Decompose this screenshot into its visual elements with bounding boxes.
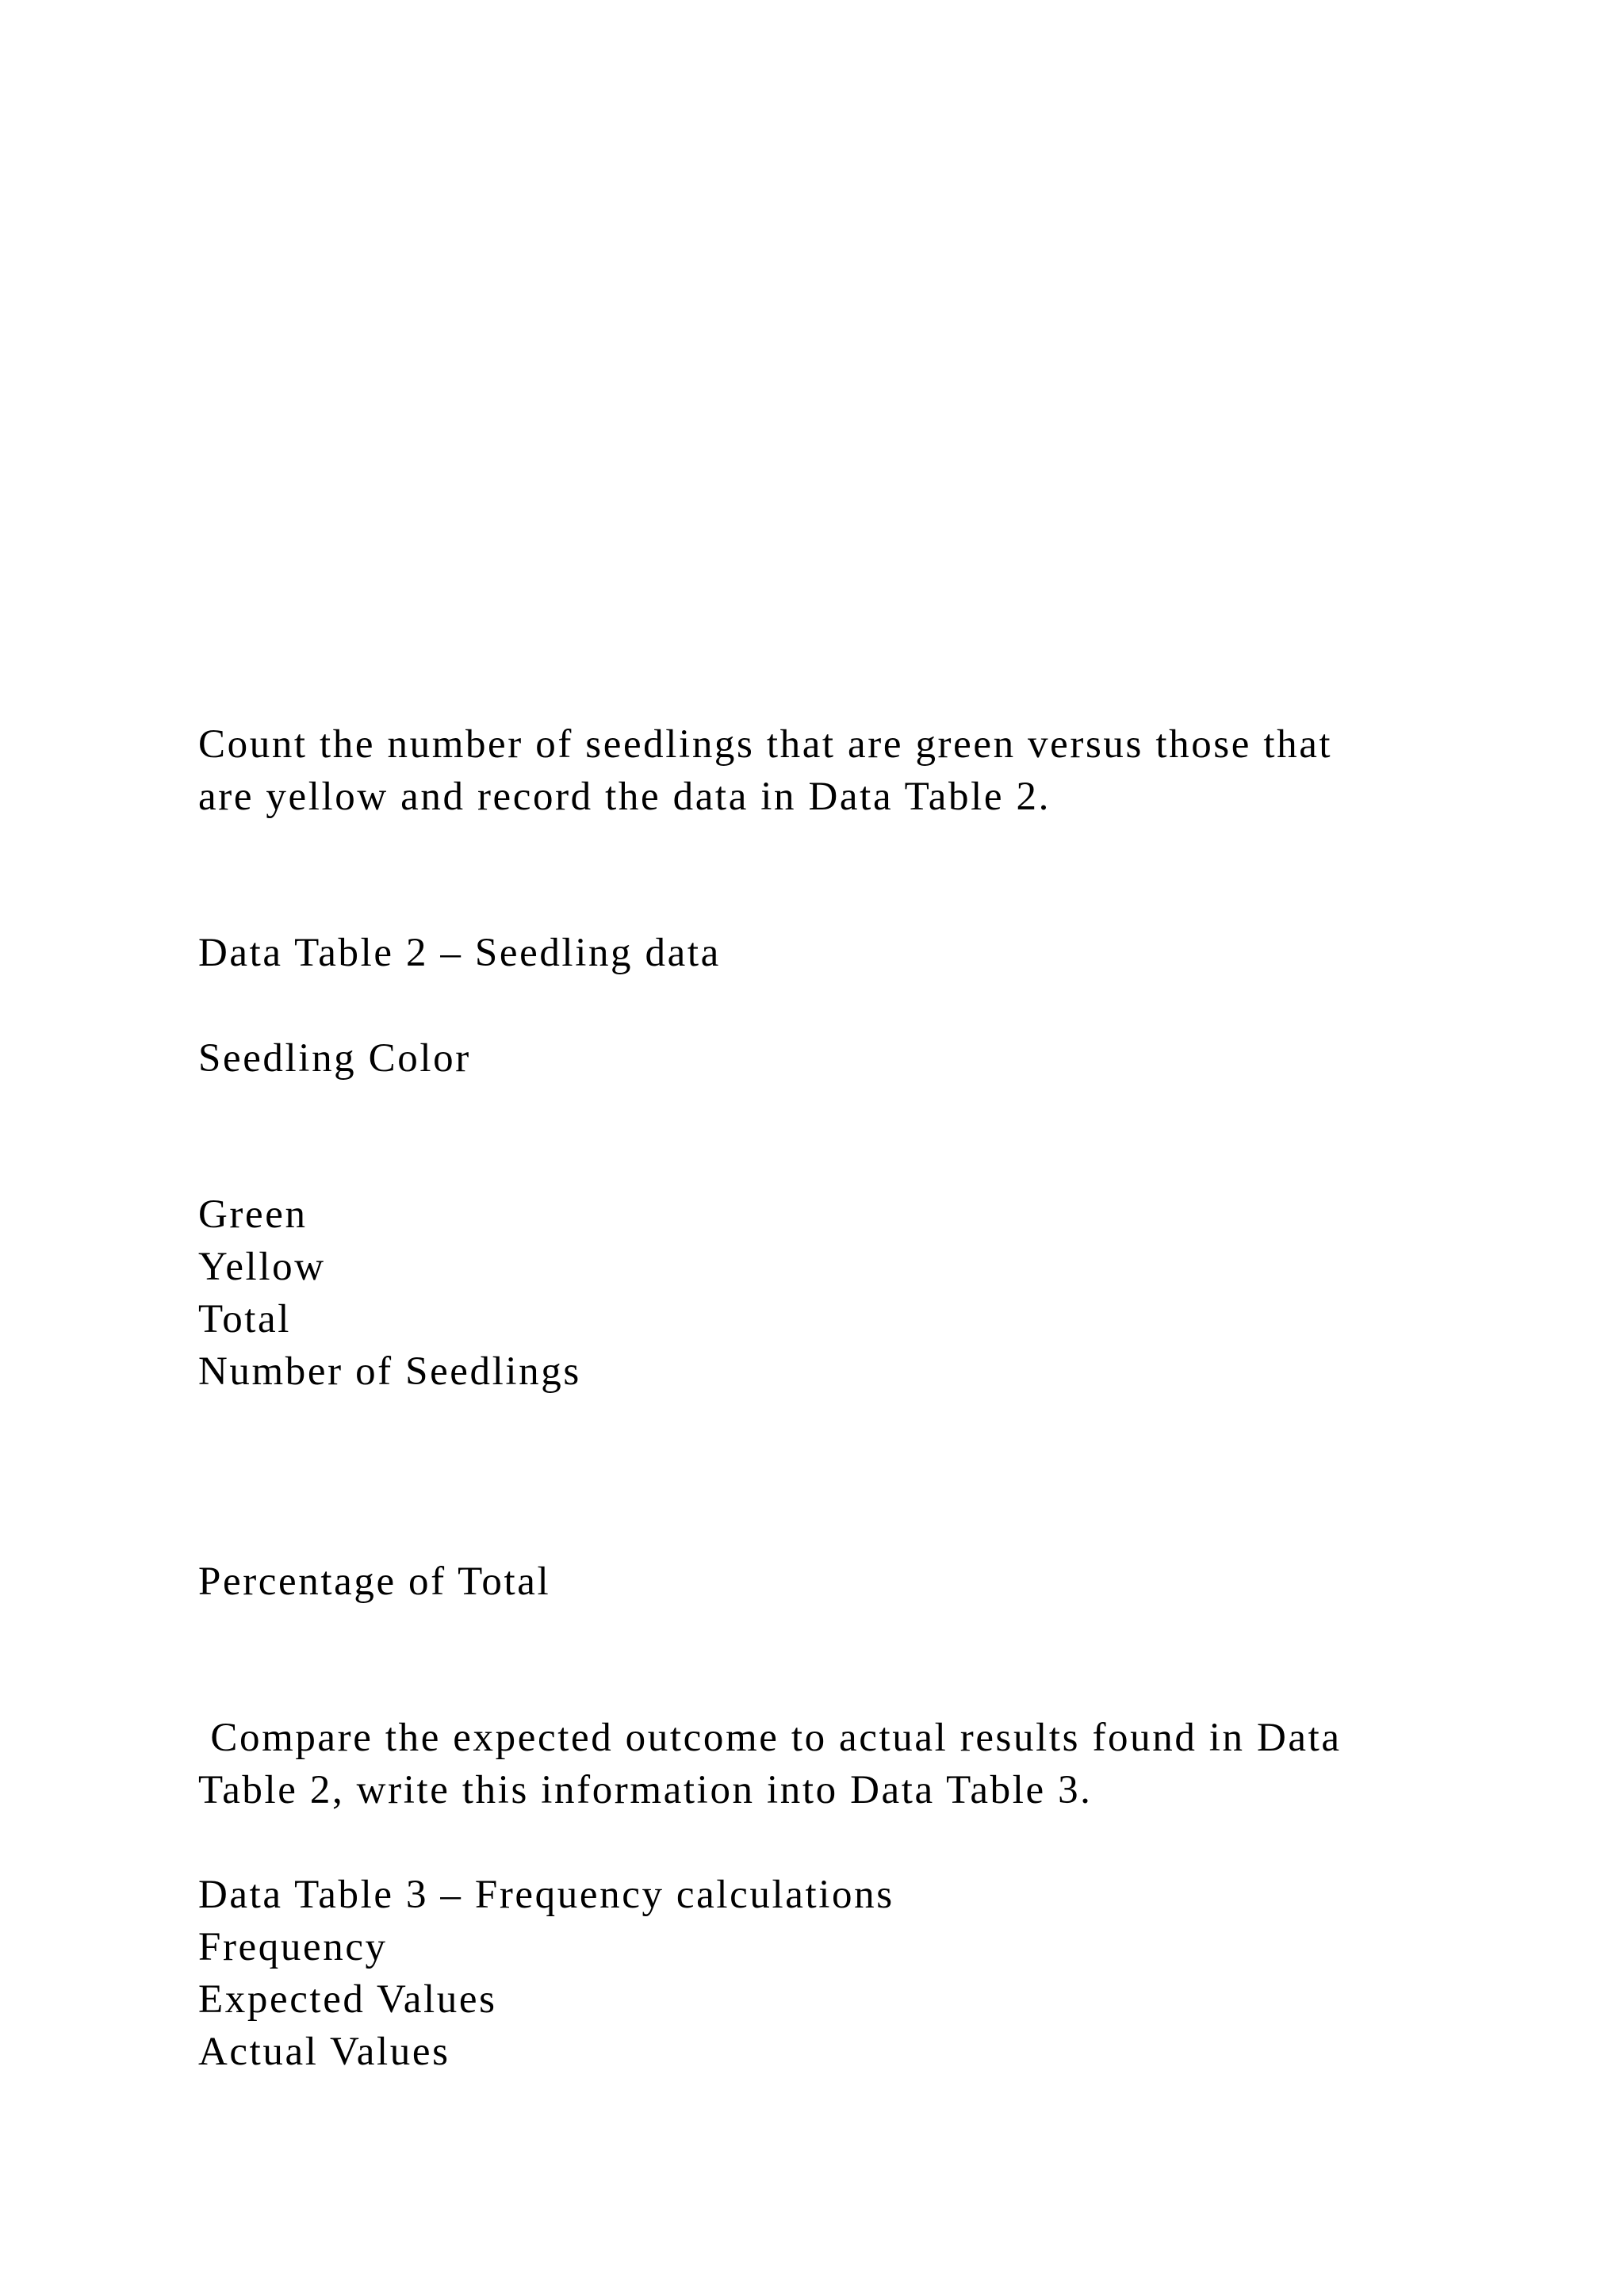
table2-header: Seedling Color [198, 1036, 471, 1081]
table3-title: Data Table 3 – Frequency calculations [198, 1873, 894, 1917]
instruction-2-line-1: Compare the expected outcome to actual results found in Data [198, 1716, 1342, 1760]
table3-row-actual: Actual Values [198, 2030, 450, 2074]
table2-column-percentage: Percentage of Total [198, 1559, 551, 1604]
table2-row-green: Green [198, 1192, 308, 1237]
table3-row-frequency: Frequency [198, 1925, 388, 1969]
table2-title: Data Table 2 – Seedling data [198, 931, 721, 975]
instruction-2-line-2: Table 2, write this information into Data Table 3. [198, 1768, 1093, 1812]
table3-row-expected: Expected Values [198, 1977, 497, 2022]
table2-row-total: Total [198, 1297, 292, 1341]
table2-column-number: Number of Seedlings [198, 1349, 581, 1394]
table2-row-yellow: Yellow [198, 1245, 326, 1289]
instruction-line-1: Count the number of seedlings that are green versus those that [198, 722, 1333, 767]
instruction-line-2: are yellow and record the data in Data Table 2. [198, 775, 1051, 819]
